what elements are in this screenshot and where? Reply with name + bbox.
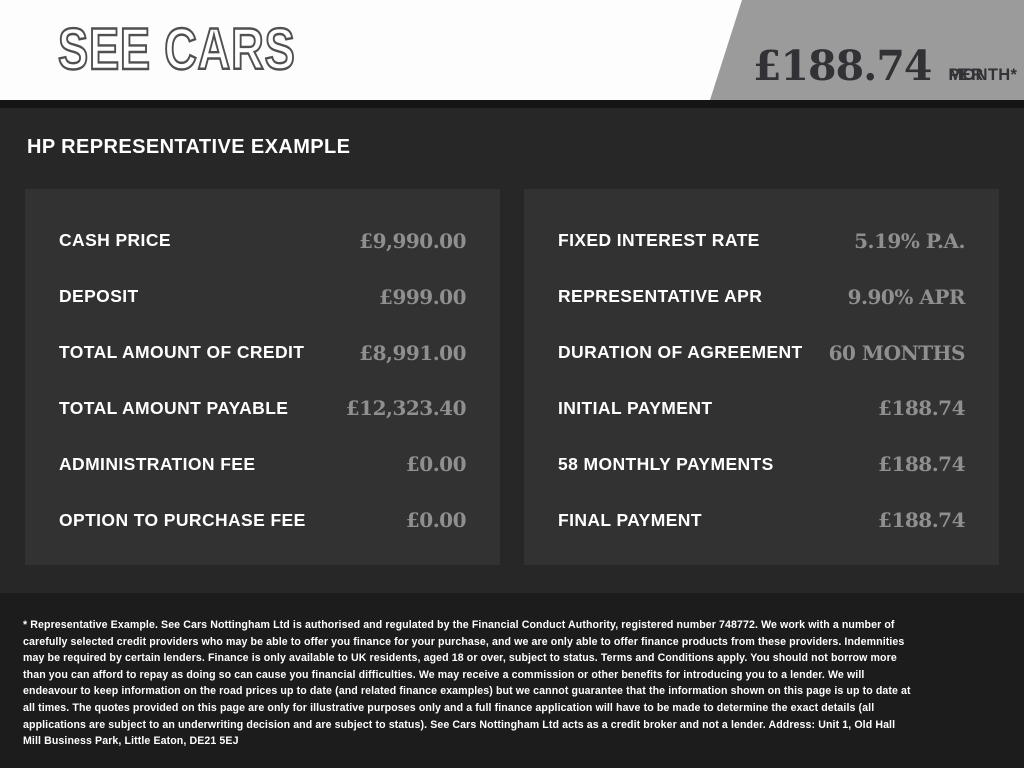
finance-row-monthly-payments xyxy=(558,436,965,492)
row-value: £0.00 xyxy=(405,508,466,533)
row-value: 5.19% P.A. xyxy=(854,228,965,253)
row-value: £8,991.00 xyxy=(359,340,466,365)
row-label: TOTAL AMOUNT PAYABLE xyxy=(59,397,289,418)
finance-row-apr xyxy=(558,269,965,325)
finance-panel-right xyxy=(524,189,999,565)
finance-row-initial-payment xyxy=(558,380,965,436)
price-banner: £188.74 PER MONTH* xyxy=(753,42,1018,90)
row-value: £12,323.40 xyxy=(345,396,466,421)
finance-row-total-payable xyxy=(59,380,466,436)
row-label: INITIAL PAYMENT xyxy=(558,397,713,418)
row-value: £188.74 xyxy=(878,452,965,477)
footer xyxy=(0,593,1024,768)
row-label: TOTAL AMOUNT OF CREDIT xyxy=(59,342,305,363)
row-label: FINAL PAYMENT xyxy=(558,509,702,530)
see-cars-logo: SEE CARS xyxy=(58,17,296,82)
row-value: £0.00 xyxy=(405,452,466,477)
row-label: ADMINISTRATION FEE xyxy=(59,453,256,474)
finance-row-total-credit xyxy=(59,325,466,381)
finance-row-final-payment xyxy=(558,492,965,548)
finance-row-duration xyxy=(558,325,965,381)
row-value: 9.90% APR xyxy=(847,284,965,309)
header xyxy=(0,0,1024,100)
finance-example-section xyxy=(0,108,1024,593)
row-label: OPTION TO PURCHASE FEE xyxy=(59,509,306,530)
row-label: CASH PRICE xyxy=(59,230,171,251)
row-value: £9,990.00 xyxy=(359,228,466,253)
finance-row-purchase-fee xyxy=(59,492,466,548)
section-title: HP REPRESENTATIVE EXAMPLE xyxy=(27,136,351,158)
row-value: £188.74 xyxy=(878,396,965,421)
finance-panel-left xyxy=(25,189,500,565)
header-divider xyxy=(0,100,1024,108)
finance-row-cash-price xyxy=(59,213,466,269)
finance-row-interest-rate xyxy=(558,213,965,269)
row-value: 60 MONTHS xyxy=(828,340,965,365)
row-label: 58 MONTHLY PAYMENTS xyxy=(558,453,774,474)
row-label: DEPOSIT xyxy=(59,286,139,307)
disclaimer-text: * Representative Example. See Cars Nottingham Ltd is authorised and regulated by the Financial Conduct Authority, registered number 748772. We work with a number of carefully selected credit providers who may be able to offer you finance for your purchase, and we are only able to offer finance products from these providers. Indemnities may be required by certain lenders. Finance is only available to UK residents, aged 18 or over, subject to status. Terms and Conditions apply. You should not borrow more than you can afford to repay as doing so can cause you financial difficulties. We may receive a commission or other benefits for introducing you to a lender. We will endeavour to keep information on the road prices up to date (and related finance examples) but we cannot guarantee that the information shown on this page is up to date at all times. The quotes provided on this page are only for illustrative purposes only and a full finance application will have to be made to determine the exact details (all applications are subject to an underwriting decision and are subject to status). See Cars Nottingham Ltd acts as a credit broker and not a lender. Address: Unit 1, Old Hall Mill Business Park, Little Eaton, DE21 5EJ xyxy=(23,619,911,748)
row-label: DURATION OF AGREEMENT xyxy=(558,342,803,363)
row-label: REPRESENTATIVE APR xyxy=(558,286,763,307)
row-value: £999.00 xyxy=(379,284,466,309)
finance-row-deposit xyxy=(59,269,466,325)
row-label: FIXED INTEREST RATE xyxy=(558,230,760,251)
finance-panels xyxy=(25,189,999,565)
finance-row-admin-fee xyxy=(59,436,466,492)
row-value: £188.74 xyxy=(878,508,965,533)
